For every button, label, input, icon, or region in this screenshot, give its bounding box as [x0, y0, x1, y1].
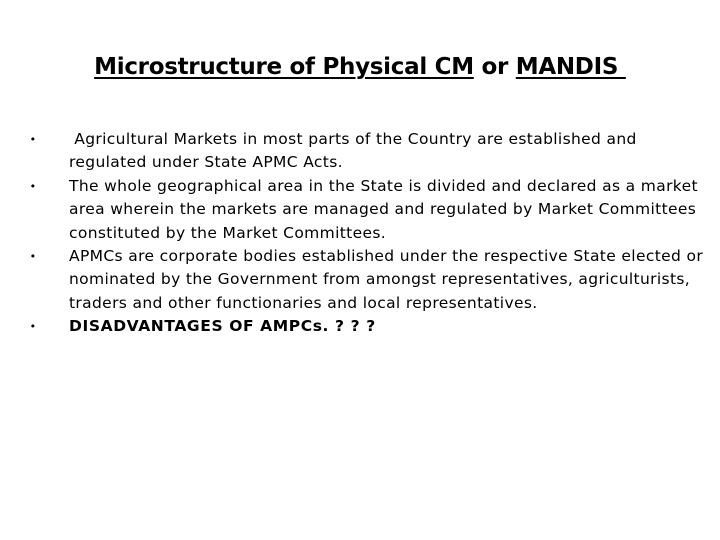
bullet-dot-icon: • — [29, 179, 37, 193]
bullet-item — [28, 245, 704, 315]
title-connector: or — [473, 54, 516, 80]
bullet-dot-icon: • — [29, 133, 37, 146]
slide-title — [0, 51, 720, 83]
title-underlined-part-2: MANDIS — [515, 54, 626, 80]
bullet-text: The whole geographical area in the State is divided and declared as a market area wherein the markets are managed and regulated by Market Committees constituted by the Market Committees. — [69, 176, 698, 242]
bullet-text: APMCs are corporate bodies established under the respective State elected or nominated by the Government from amongst representatives, agriculturists, traders and other functionaries and local representatives. — [69, 247, 704, 312]
bullet-list — [28, 128, 704, 339]
bullet-item — [28, 315, 704, 338]
bullet-item — [28, 175, 704, 245]
bullet-dot-icon: • — [29, 320, 37, 334]
bullet-text: Agricultural Markets in most parts of the Country are established and regulated under State APMC Acts. — [69, 130, 643, 172]
bullet-dot-icon: • — [29, 250, 37, 264]
title-underlined-part-1: Microstructure of Physical CM — [94, 54, 474, 80]
bullet-text: DISADVANTAGES OF AMPCs. ? ? ? — [69, 317, 376, 336]
bullet-item — [28, 128, 704, 175]
